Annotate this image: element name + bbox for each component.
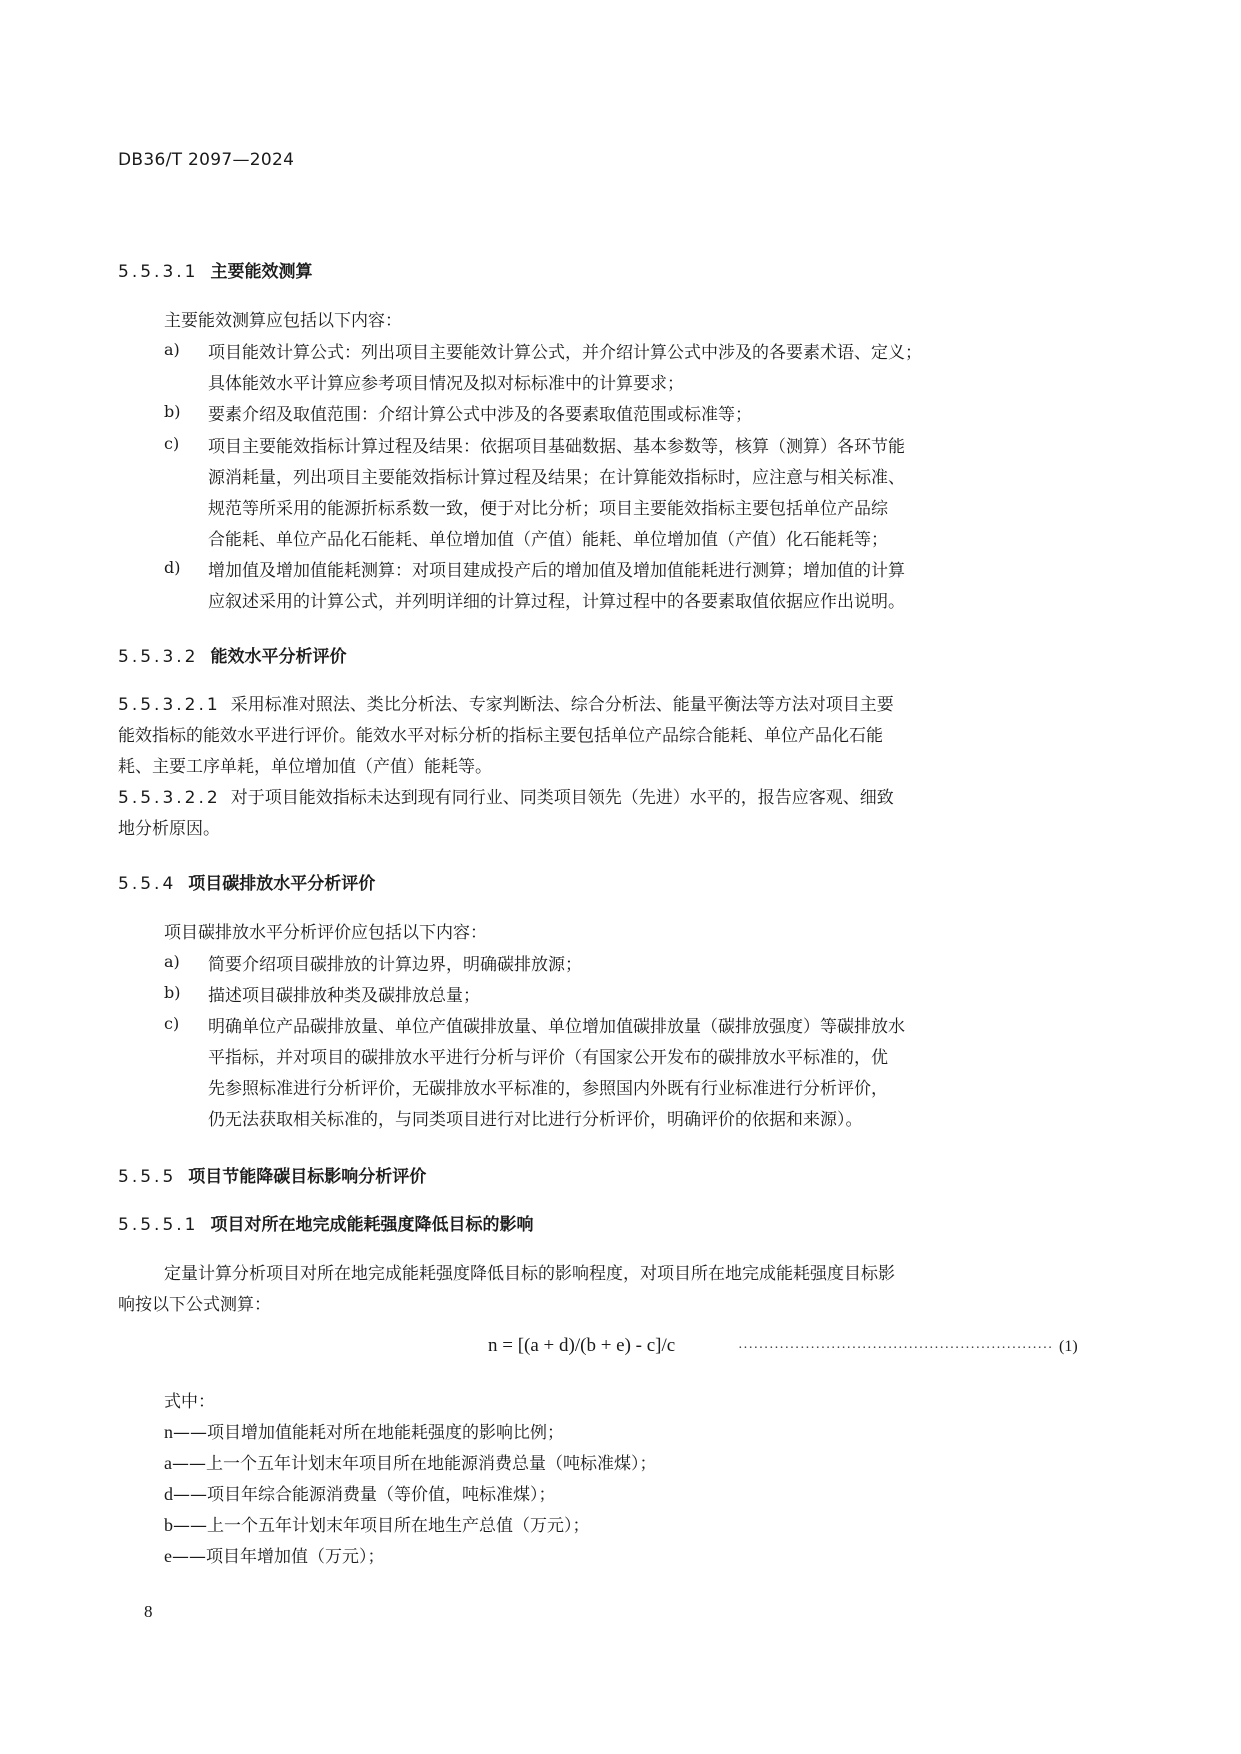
variable-definition bbox=[164, 1449, 657, 1474]
formula: n = [(a + d)/(b + e) - c]/c bbox=[488, 1335, 676, 1356]
list-item-line: 具体能效水平计算应参考项目情况及拟对标标准中的计算要求； bbox=[208, 374, 684, 394]
variable-definition bbox=[164, 1511, 590, 1536]
clause-number: 5.5.3.2.1 bbox=[118, 695, 221, 715]
list-item-label: a) bbox=[164, 952, 180, 971]
variable-dash: —— bbox=[173, 1423, 207, 1443]
page-number: 8 bbox=[144, 1602, 153, 1621]
formula-leader-dots: ····························································· bbox=[738, 1341, 1053, 1356]
variable-definition bbox=[164, 1418, 564, 1443]
section-heading-5-5-5 bbox=[118, 1162, 426, 1187]
variable-dash: —— bbox=[173, 1516, 207, 1536]
document-code: DB36/T 2097—2024 bbox=[118, 150, 295, 170]
section-intro: 主要能效测算应包括以下内容： bbox=[164, 311, 402, 331]
section-intro: 项目碳排放水平分析评价应包括以下内容： bbox=[164, 923, 487, 943]
list-item-label: b) bbox=[164, 402, 181, 421]
section-title: 项目节能降碳目标影响分析评价 bbox=[188, 1167, 427, 1187]
section-title: 项目碳排放水平分析评价 bbox=[188, 874, 376, 894]
paragraph-line: 耗、主要工序单耗，单位增加值（产值）能耗等。 bbox=[118, 757, 492, 777]
list-item-label: d) bbox=[164, 558, 181, 577]
section-heading-5-5-4 bbox=[118, 869, 375, 894]
variable-description: 上一个五年计划末年项目所在地能源消费总量（吨标准煤）； bbox=[206, 1454, 657, 1474]
section-title: 项目对所在地完成能耗强度降低目标的影响 bbox=[210, 1215, 534, 1235]
variable-definition bbox=[164, 1480, 556, 1505]
variable-description: 上一个五年计划末年项目所在地生产总值（万元）； bbox=[207, 1516, 590, 1536]
variable-dash: —— bbox=[172, 1547, 206, 1567]
clause-number: 5.5.3.2.2 bbox=[118, 788, 221, 808]
variable-description: 项目年综合能源消费量（等价值，吨标准煤）； bbox=[207, 1485, 556, 1505]
section-number: 5.5.4 bbox=[118, 874, 177, 894]
variable-symbol: n bbox=[164, 1422, 173, 1442]
list-item-line: 平指标，并对项目的碳排放水平进行分析与评价（有国家公开发布的碳排放水平标准的，优 bbox=[208, 1048, 888, 1068]
list-item-line: 增加值及增加值能耗测算：对项目建成投产后的增加值及增加值能耗进行测算；增加值的计算 bbox=[208, 561, 905, 581]
list-item-line: 简要介绍项目碳排放的计算边界，明确碳排放源； bbox=[208, 955, 582, 975]
list-item-line: 先参照标准进行分析评价，无碳排放水平标准的，参照国内外既有行业标准进行分析评价， bbox=[208, 1079, 888, 1099]
section-number: 5.5.5 bbox=[118, 1167, 177, 1187]
list-item-line: 仍无法获取相关标准的，与同类项目进行对比进行分析评价，明确评价的依据和来源）。 bbox=[208, 1110, 863, 1130]
section-title: 主要能效测算 bbox=[210, 262, 313, 282]
paragraph-line bbox=[118, 783, 894, 808]
section-number: 5.5.5.1 bbox=[118, 1215, 199, 1235]
list-item-line: 规范等所采用的能源折标系数一致，便于对比分析；项目主要能效指标主要包括单位产品综 bbox=[208, 499, 888, 519]
list-item-line: 明确单位产品碳排放量、单位产值碳排放量、单位增加值碳排放量（碳排放强度）等碳排放水 bbox=[208, 1017, 905, 1037]
section-heading-5-5-5-1 bbox=[118, 1210, 533, 1235]
variable-description: 项目增加值能耗对所在地能耗强度的影响比例； bbox=[207, 1423, 564, 1443]
list-item-line: 描述项目碳排放种类及碳排放总量； bbox=[208, 986, 480, 1006]
list-item-line: 项目能效计算公式：列出项目主要能效计算公式，并介绍计算公式中涉及的各要素术语、定义； bbox=[208, 343, 922, 363]
section-heading-5-5-3-2 bbox=[118, 642, 346, 667]
equation-number: (1) bbox=[1059, 1338, 1078, 1355]
paragraph-line: 地分析原因。 bbox=[118, 819, 220, 839]
variable-symbol: a bbox=[164, 1453, 172, 1473]
list-item-line: 源消耗量，列出项目主要能效指标计算过程及结果；在计算能效指标时，应注意与相关标准、 bbox=[208, 468, 905, 488]
clause-text: 对于项目能效指标未达到现有同行业、同类项目领先（先进）水平的，报告应客观、细致 bbox=[230, 788, 894, 808]
variable-dash: —— bbox=[173, 1485, 207, 1505]
variable-symbol: b bbox=[164, 1515, 173, 1535]
list-item-label: b) bbox=[164, 983, 181, 1002]
list-item-line: 应叙述采用的计算公式，并列明详细的计算过程，计算过程中的各要素取值依据应作出说明。 bbox=[208, 592, 905, 612]
section-number: 5.5.3.1 bbox=[118, 262, 199, 282]
section-number: 5.5.3.2 bbox=[118, 647, 199, 667]
variable-symbol: e bbox=[164, 1546, 172, 1566]
list-item-label: c) bbox=[164, 434, 180, 453]
paragraph-line bbox=[118, 690, 894, 715]
paragraph-line: 能效指标的能效水平进行评价。能效水平对标分析的指标主要包括单位产品综合能耗、单位产品化石能 bbox=[118, 726, 883, 746]
list-item-label: c) bbox=[164, 1014, 180, 1033]
paragraph-line: 定量计算分析项目对所在地完成能耗强度降低目标的影响程度，对项目所在地完成能耗强度目标影 bbox=[164, 1264, 895, 1284]
list-item-line: 要素介绍及取值范围：介绍计算公式中涉及的各要素取值范围或标准等； bbox=[208, 405, 752, 425]
clause-text: 采用标准对照法、类比分析法、专家判断法、综合分析法、能量平衡法等方法对项目主要 bbox=[230, 695, 894, 715]
list-item-line: 合能耗、单位产品化石能耗、单位增加值（产值）能耗、单位增加值（产值）化石能耗等； bbox=[208, 530, 888, 550]
list-item-line: 项目主要能效指标计算过程及结果：依据项目基础数据、基本参数等，核算（测算）各环节能 bbox=[208, 437, 905, 457]
paragraph-line: 响按以下公式测算： bbox=[118, 1295, 271, 1315]
list-item-label: a) bbox=[164, 340, 180, 359]
section-heading-5-5-3-1 bbox=[118, 257, 312, 282]
where-label: 式中： bbox=[164, 1392, 215, 1412]
variable-symbol: d bbox=[164, 1484, 173, 1504]
variable-definition bbox=[164, 1542, 385, 1567]
variable-dash: —— bbox=[172, 1454, 206, 1474]
variable-description: 项目年增加值（万元）； bbox=[206, 1547, 385, 1567]
section-title: 能效水平分析评价 bbox=[210, 647, 347, 667]
